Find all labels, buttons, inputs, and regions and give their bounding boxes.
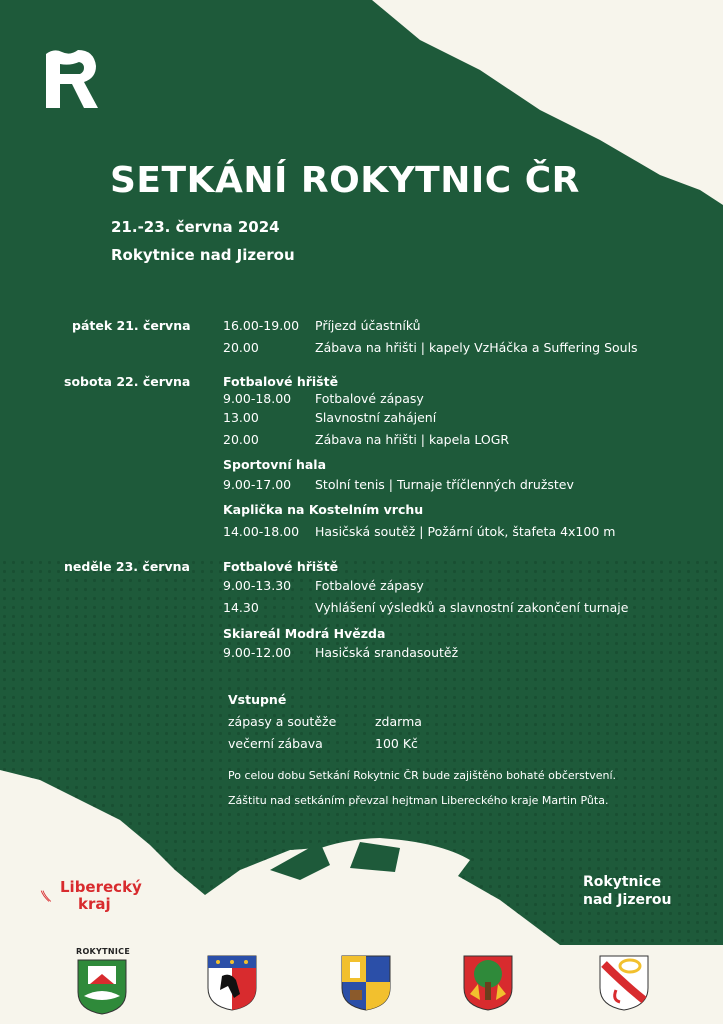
venue-heading: Sportovní hala [223,457,327,472]
day-label-sunday: neděle 23. června [64,559,190,574]
venue-heading: Fotbalové hřiště [223,374,339,389]
town-logo-line1: Rokytnice [583,874,662,890]
liberecky-kraj-line1: Liberecký [60,878,142,896]
admission-title: Vstupné [228,692,287,707]
crest-goat-icon [206,952,258,1014]
schedule-desc: Fotbalové zápasy [315,391,424,406]
schedule-time: 14.30 [223,600,259,615]
schedule-time: 9.00-17.00 [223,477,292,492]
schedule-time: 20.00 [223,432,259,447]
venue-heading: Fotbalové hřiště [223,559,339,574]
crest-tower-icon [340,952,392,1014]
event-date: 21.-23. června 2024 [111,218,280,236]
crest-horn-icon [598,952,650,1014]
day-label-saturday: sobota 22. června [64,374,191,389]
admission-label: večerní zábava [228,736,323,751]
schedule-time: 14.00-18.00 [223,524,300,539]
admission-value: 100 Kč [375,736,418,751]
schedule-time: 9.00-13.30 [223,578,292,593]
liberecky-kraj-line2: kraj [78,895,111,913]
venue-heading: Skiareál Modrá Hvězda [223,626,386,641]
crest-tree-icon [462,952,514,1014]
admission-label: zápasy a soutěže [228,714,337,729]
note-patronage: Záštitu nad setkáním převzal hejtman Libereckého kraje Martin Půta. [228,794,609,807]
schedule-desc: Slavnostní zahájení [315,410,437,425]
day-label-friday: pátek 21. června [72,318,191,333]
schedule-desc: Hasičská soutěž | Požární útok, štafeta 4x100 m [315,524,616,539]
schedule-desc: Stolní tenis | Turnaje tříčlenných družstev [315,477,574,492]
schedule-time: 9.00-12.00 [223,645,292,660]
schedule-desc: Příjezd účastníků [315,318,421,333]
town-logo-line2: nad Jizerou [583,892,672,908]
schedule-desc: Zábava na hřišti | kapely VzHáčka a Suffering Souls [315,340,638,355]
schedule-desc: Vyhlášení výsledků a slavnostní zakončení turnaje [315,600,629,615]
town-logo [583,873,671,909]
schedule-time: 16.00-19.00 [223,318,300,333]
schedule-time: 20.00 [223,340,259,355]
rokytnice-r-logo [44,46,100,108]
event-location: Rokytnice nad Jizerou [111,246,295,264]
rokytnice-crest-icon [76,956,128,1018]
schedule-desc: Zábava na hřišti | kapela LOGR [315,432,510,447]
page-title: SETKÁNÍ ROKYTNIC ČR [110,160,580,201]
schedule-time: 13.00 [223,410,259,425]
schedule-desc: Hasičská srandasoutěž [315,645,459,660]
venue-heading: Kaplička na Kostelním vrchu [223,502,424,517]
admission-value: zdarma [375,714,422,729]
crest-caption: ROKYTNICE [76,947,131,956]
note-refreshments: Po celou dobu Setkání Rokytnic ČR bude zajištěno bohaté občerstvení. [228,769,617,782]
schedule-time: 9.00-18.00 [223,391,292,406]
schedule-desc: Fotbalové zápasy [315,578,424,593]
